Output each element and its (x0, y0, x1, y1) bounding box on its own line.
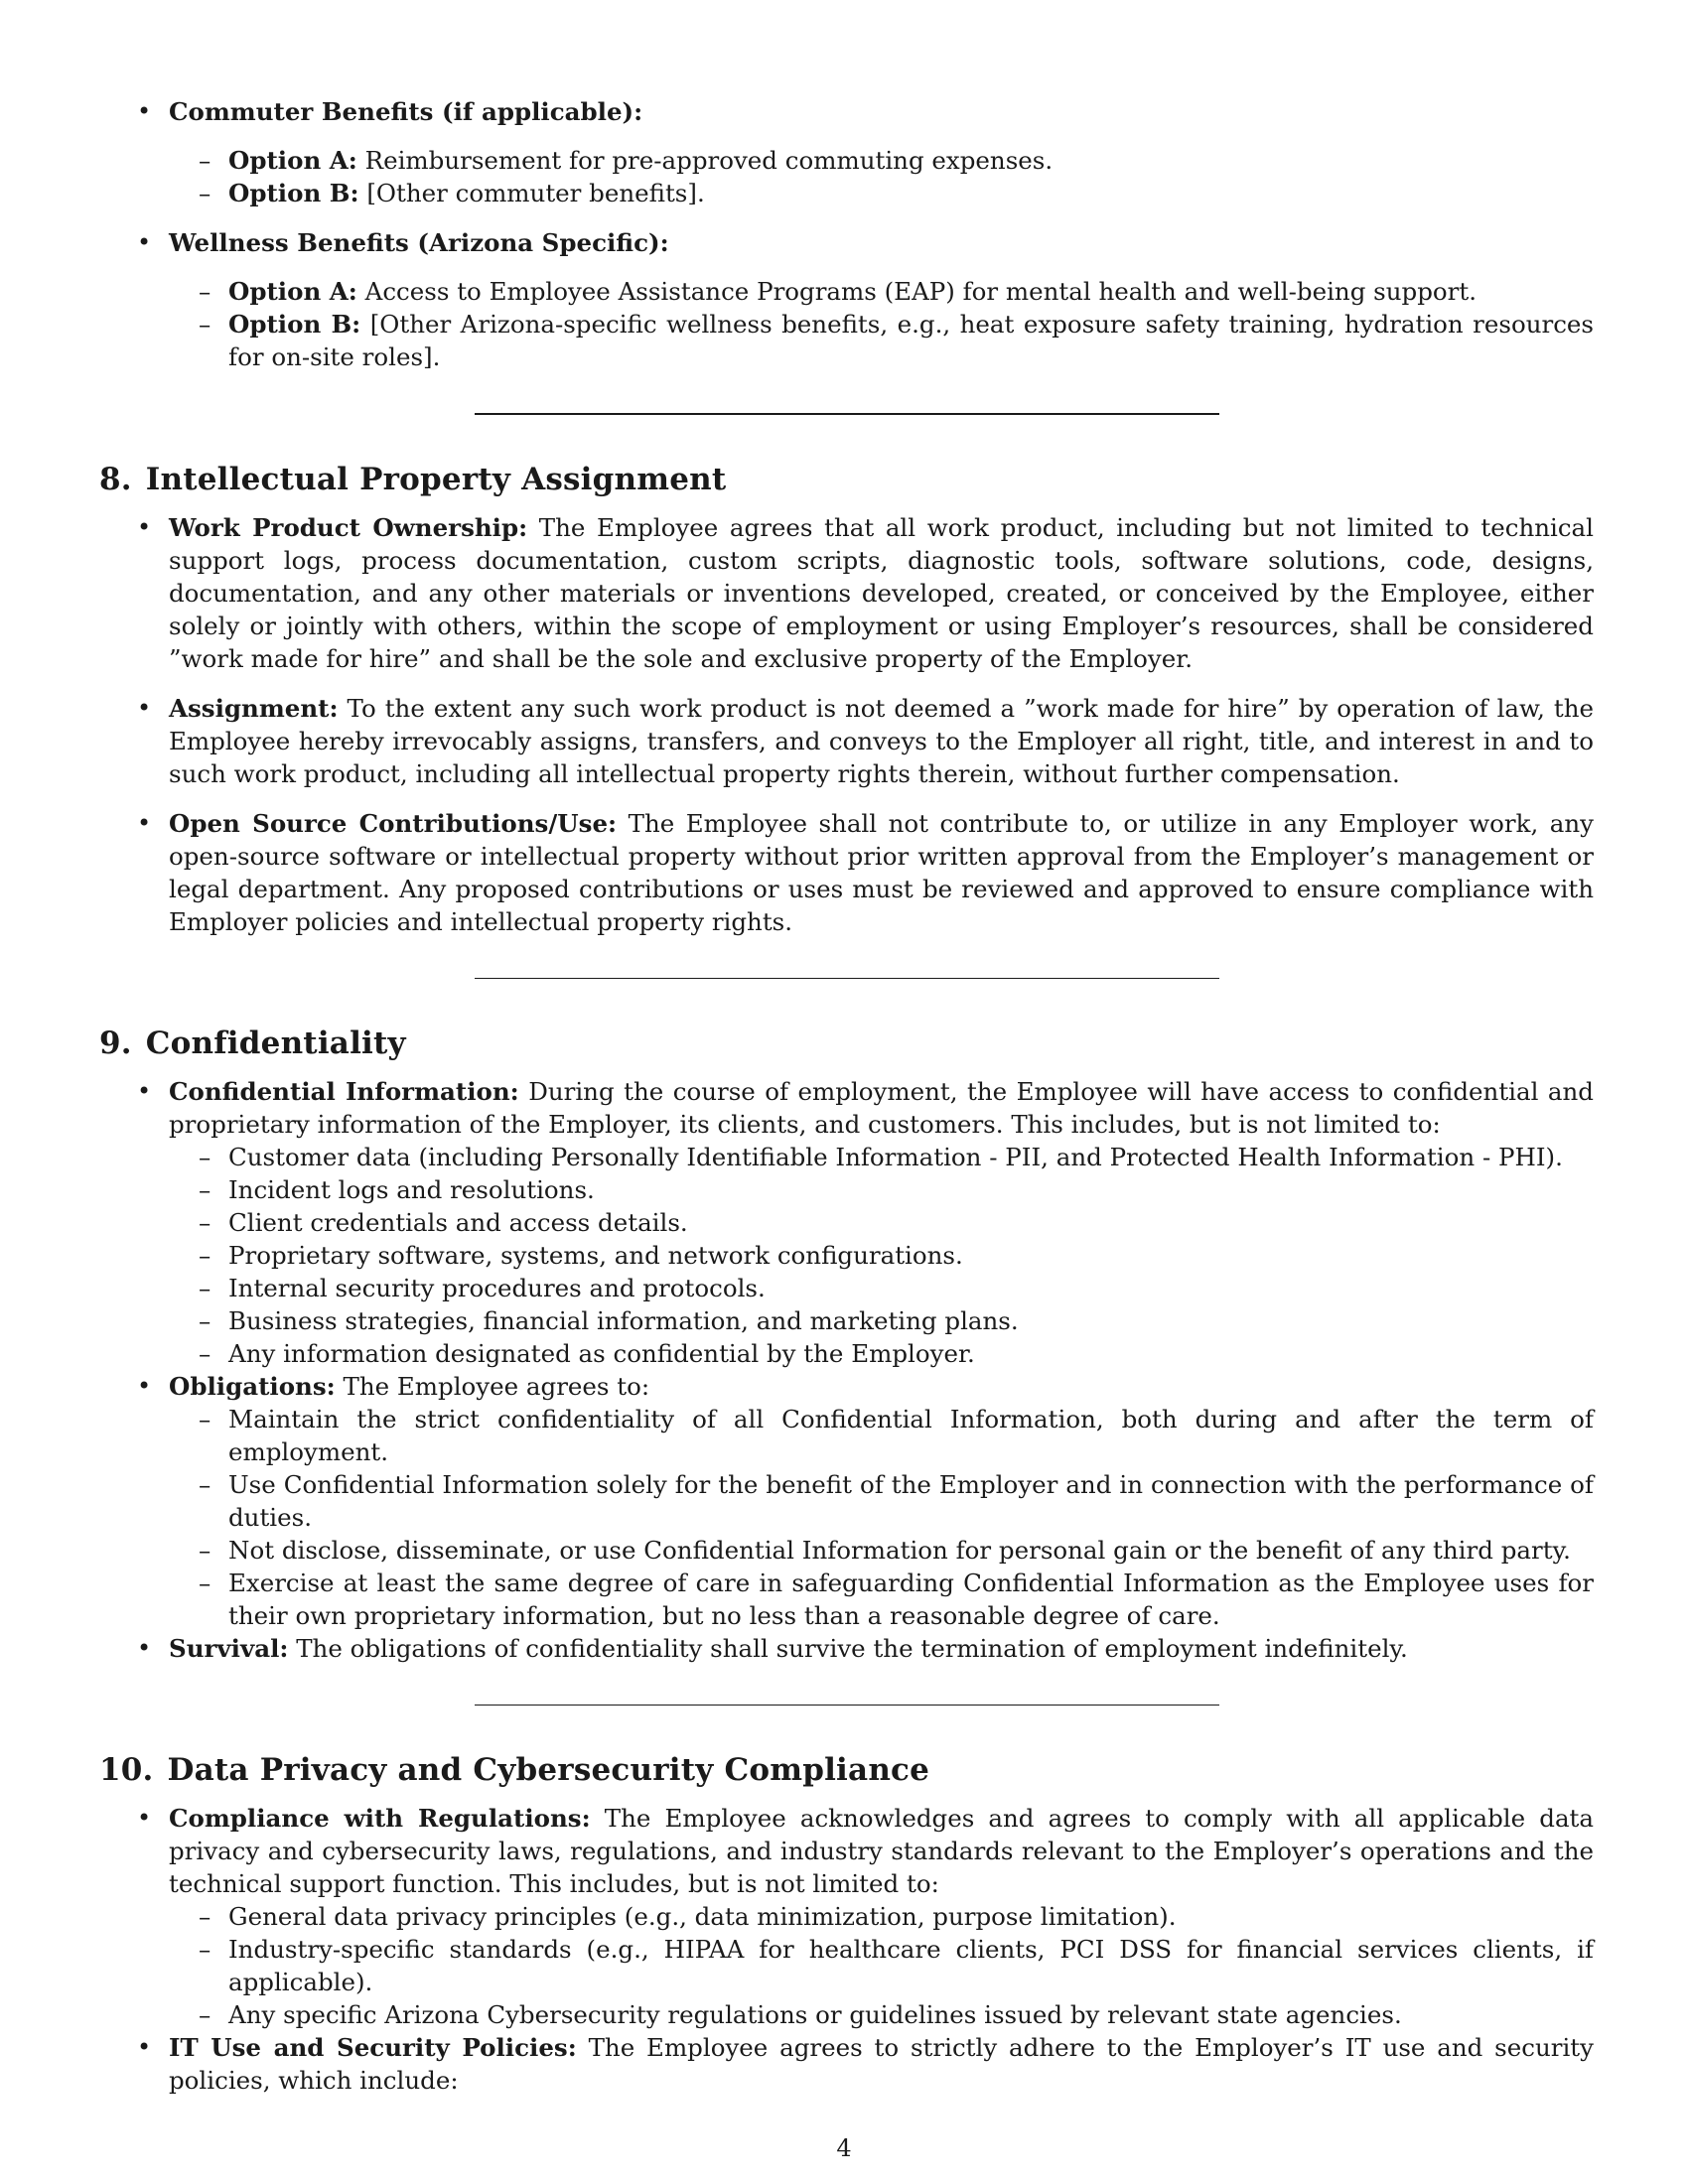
bullet-it-use-security (99, 2031, 1594, 2097)
item-text: The Employee acknowledges and agrees to comply with all applicable data privacy and cybersecurity laws, regulations, and industry standards relevant to the Employer’s operations and the technical support function. This includes, but is not limited to: (169, 1804, 1595, 1898)
bullet-open-source (99, 807, 1594, 938)
section-title: Data Privacy and Cybersecurity Compliance (167, 1752, 930, 1788)
dash-marker: – (199, 1405, 211, 1433)
bullet-marker: • (137, 809, 152, 837)
bullet-compliance-with-regulations (99, 1802, 1594, 1900)
option-label: Option A: (228, 146, 357, 175)
bullet-marker: • (137, 1804, 152, 1832)
option-label: Option B: (228, 310, 361, 339)
item-text: The obligations of confidentiality shall survive the termination of employment indefinitely. (288, 1634, 1408, 1663)
list-item (99, 1998, 1594, 2031)
option-label: Option A: (228, 277, 357, 306)
bullet-marker: • (137, 1077, 152, 1105)
item-text: The Employee agrees that all work product, including but not limited to technical support logs, process documentation, custom scripts, diagnostic tools, software solutions, code, designs, documentation, and any other materials or inventions developed, created, or conceived by the Employee, either solely or jointly with others, within the scope of employment or using Employer’s resources, shall be considered ”work made for hire” and shall be the sole and exclusive property of the Employer. (169, 513, 1594, 673)
section-title: Confidentiality (145, 1025, 406, 1061)
sub-item-option-b (99, 177, 1594, 209)
bullet-obligations (99, 1370, 1594, 1403)
list-item (99, 1468, 1594, 1534)
dash-marker: – (199, 1339, 211, 1368)
list-item-text: Not disclose, disseminate, or use Confidential Information for personal gain or the benefit of any third party. (228, 1536, 1571, 1565)
dash-marker: – (199, 1274, 211, 1302)
list-item-text: Internal security procedures and protocols. (228, 1274, 766, 1302)
bullet-marker: • (137, 228, 152, 256)
bullet-survival (99, 1632, 1594, 1665)
bullet-marker: • (137, 694, 152, 722)
dash-marker: – (199, 146, 211, 175)
page-number: 4 (836, 2134, 852, 2162)
list-item (99, 1403, 1594, 1468)
bullet-confidential-information (99, 1075, 1594, 1141)
list-item-text: Proprietary software, systems, and network configurations. (228, 1241, 963, 1270)
list-item (99, 1567, 1594, 1632)
section-number: 9. (99, 1025, 132, 1061)
list-item (99, 1337, 1594, 1370)
section-9-heading (99, 1024, 1594, 1063)
list-item (99, 1933, 1594, 1998)
dash-marker: – (199, 1143, 211, 1171)
bullet-assignment (99, 692, 1594, 790)
sub-item-option-a (99, 144, 1594, 177)
bullet-wellness-benefits (99, 226, 1594, 259)
list-item-text: Incident logs and resolutions. (228, 1175, 595, 1204)
list-item (99, 1141, 1594, 1173)
list-item (99, 1900, 1594, 1933)
dash-marker: – (199, 1902, 211, 1931)
item-heading: Commuter Benefits (if applicable): (169, 97, 643, 126)
section-10-heading (99, 1750, 1594, 1790)
page-content (99, 95, 1594, 2097)
list-item-text: Use Confidential Information solely for the benefit of the Employer and in connection with the performance of duties. (228, 1470, 1594, 1532)
list-item-text: General data privacy principles (e.g., data minimization, purpose limitation). (228, 1902, 1177, 1931)
item-text: To the extent any such work product is not deemed a ”work made for hire” by operation of law, the Employee hereby irrevocably assigns, transfers, and conveys to the Employer all right, title, and interest in and to such work product, including all intellectual property rights therein, without further compensation. (169, 694, 1594, 788)
section-8-heading (99, 460, 1594, 499)
section-title: Intellectual Property Assignment (145, 462, 727, 497)
list-item-text: Maintain the strict confidentiality of all Confidential Information, both during and after the term of employment. (228, 1405, 1594, 1466)
list-item-text: Customer data (including Personally Identifiable Information - PII, and Protected Health Information - PHI). (228, 1143, 1563, 1171)
sub-item-option-a (99, 275, 1594, 308)
option-text: Reimbursement for pre-approved commuting expenses. (356, 146, 1054, 175)
item-label: Obligations: (169, 1372, 336, 1401)
option-text: [Other Arizona-specific wellness benefits, e.g., heat exposure safety training, hydration resources for on-site roles]. (228, 310, 1594, 371)
item-text: The Employee agrees to: (335, 1372, 650, 1401)
list-item (99, 1206, 1594, 1239)
bullet-marker: • (137, 1372, 152, 1400)
dash-marker: – (199, 179, 211, 207)
item-label: Work Product Ownership: (169, 513, 528, 542)
item-text: During the course of employment, the Employee will have access to confidential and proprietary information of the Employer, its clients, and customers. This includes, but is not limited to: (169, 1077, 1594, 1139)
bullet-work-product-ownership (99, 511, 1594, 675)
list-item (99, 1304, 1594, 1337)
dash-marker: – (199, 1470, 211, 1499)
bullet-marker: • (137, 513, 152, 541)
item-text: The Employee shall not contribute to, or utilize in any Employer work, any open-source software or intellectual property without prior written approval from the Employer’s management or legal department. Any proposed contributions or uses must be reviewed and approved to ensure compliance with Employer policies and intellectual property rights. (169, 809, 1595, 936)
list-item-text: Business strategies, financial information, and marketing plans. (228, 1306, 1019, 1335)
dash-marker: – (199, 1241, 211, 1270)
item-label: Assignment: (169, 694, 339, 723)
option-text: [Other commuter benefits]. (358, 179, 705, 207)
list-item-text: Any information designated as confidential by the Employer. (228, 1339, 975, 1368)
bullet-marker: • (137, 97, 152, 125)
list-item-text: Industry-specific standards (e.g., HIPAA for healthcare clients, PCI DSS for financial services clients, if applicable). (228, 1935, 1594, 1996)
dash-marker: – (199, 1536, 211, 1565)
dash-marker: – (199, 1935, 211, 1964)
list-item-text: Any specific Arizona Cybersecurity regulations or guidelines issued by relevant state agencies. (228, 2000, 1402, 2029)
item-label: Survival: (169, 1634, 289, 1663)
option-text: Access to Employee Assistance Programs (EAP) for mental health and well-being support. (356, 277, 1477, 306)
section-number: 8. (99, 462, 132, 497)
sub-item-option-b (99, 308, 1594, 373)
option-label: Option B: (228, 179, 359, 207)
list-item (99, 1534, 1594, 1567)
bullet-marker: • (137, 2033, 152, 2061)
item-heading: Wellness Benefits (Arizona Specific): (169, 228, 669, 257)
item-label: Confidential Information: (169, 1077, 519, 1106)
dash-marker: – (199, 1306, 211, 1335)
item-label: Compliance with Regulations: (169, 1804, 591, 1833)
list-item (99, 1173, 1594, 1206)
item-label: Open Source Contributions/Use: (169, 809, 618, 838)
list-item (99, 1272, 1594, 1304)
item-label: IT Use and Security Policies: (169, 2033, 577, 2062)
dash-marker: – (199, 1208, 211, 1237)
bullet-marker: • (137, 1634, 152, 1662)
list-item (99, 1239, 1594, 1272)
dash-marker: – (199, 1569, 211, 1597)
list-item-text: Exercise at least the same degree of care in safeguarding Confidential Information as the Employee uses for their own proprietary information, but no less than a reasonable degree of care. (228, 1569, 1594, 1630)
dash-marker: – (199, 2000, 211, 2029)
dash-marker: – (199, 277, 211, 306)
bullet-commuter-benefits (99, 95, 1594, 128)
dash-marker: – (199, 1175, 211, 1204)
list-item-text: Client credentials and access details. (228, 1208, 688, 1237)
section-number: 10. (99, 1752, 154, 1788)
dash-marker: – (199, 310, 211, 339)
item-text: The Employee agrees to strictly adhere to the Employer’s IT use and security policies, which include: (169, 2033, 1594, 2095)
